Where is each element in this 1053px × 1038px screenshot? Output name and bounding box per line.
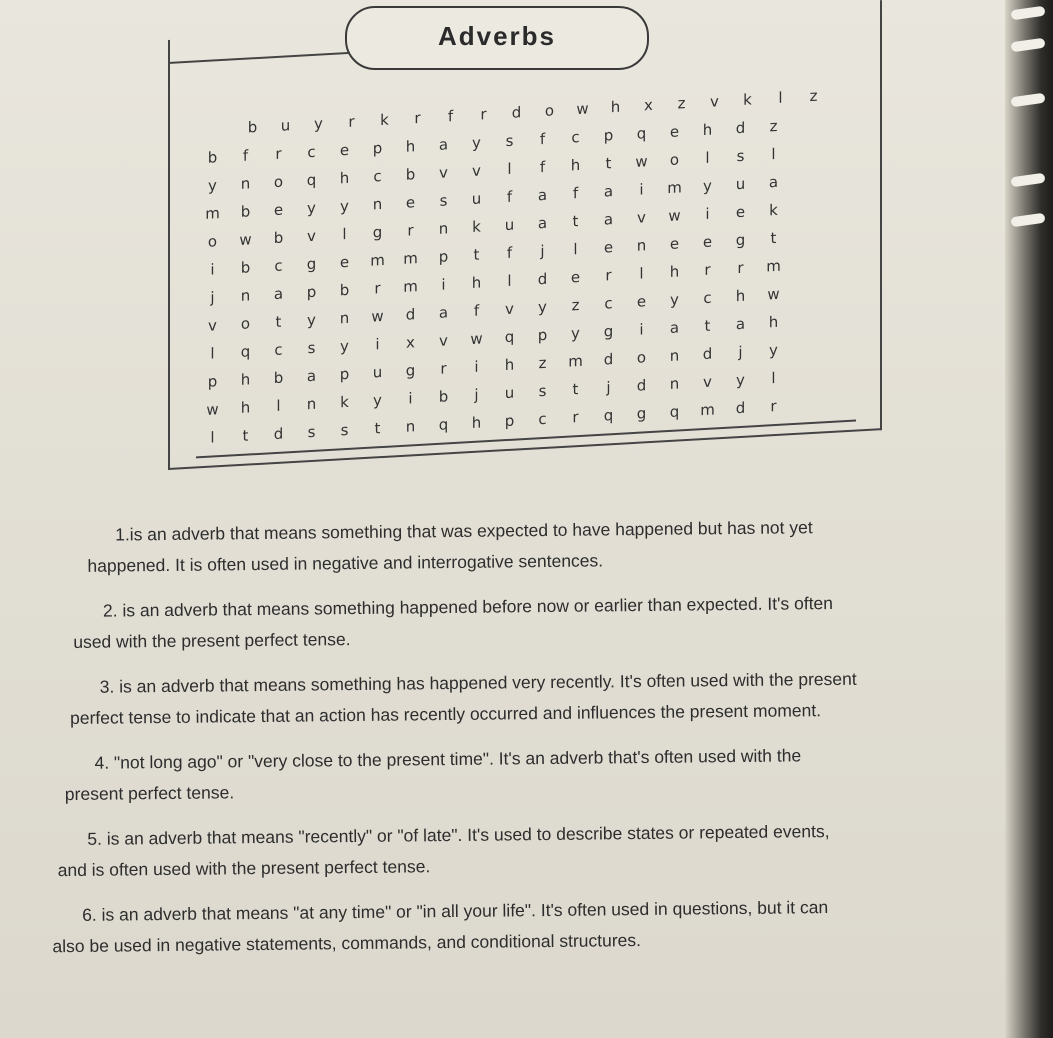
grid-letter[interactable]: n <box>438 219 449 238</box>
grid-letter[interactable]: n <box>240 286 251 305</box>
grid-letter[interactable]: v <box>505 299 514 319</box>
grid-letter[interactable]: a <box>603 210 614 229</box>
grid-letter[interactable]: i <box>474 357 479 376</box>
grid-letter[interactable]: y <box>769 340 778 360</box>
grid-letter[interactable]: b <box>247 118 258 137</box>
grid-letter[interactable]: v <box>208 316 217 335</box>
grid-letter[interactable]: i <box>705 204 710 223</box>
grid-letter[interactable]: r <box>374 279 381 298</box>
grid-letter[interactable]: n <box>372 195 383 214</box>
grid-letter[interactable]: r <box>414 108 421 128</box>
grid-letter[interactable]: l <box>771 145 776 164</box>
clue-item <box>64 739 953 810</box>
grid-letter[interactable]: d <box>537 269 548 289</box>
grid-letter[interactable]: h <box>702 120 713 140</box>
grid-letter[interactable]: t <box>605 154 612 173</box>
grid-letter[interactable]: h <box>240 370 251 389</box>
grid-letter[interactable]: y <box>307 198 316 218</box>
grid-letter[interactable]: l <box>507 271 512 291</box>
grid-letter[interactable]: b <box>240 202 251 221</box>
grid-letter[interactable]: u <box>504 215 515 235</box>
clue-line: 6. is an adverb that means "at any time" or "in all your life". It's often used in questions, but it can <box>82 897 829 925</box>
grid-letter[interactable]: n <box>669 346 680 365</box>
grid-letter[interactable]: w <box>239 230 252 250</box>
grid-letter[interactable]: h <box>570 155 581 175</box>
grid-letter[interactable]: v <box>637 208 646 227</box>
grid-letter[interactable]: r <box>737 258 744 278</box>
clue-line: used with the present perfect tense. <box>73 629 351 652</box>
grid-letter[interactable]: g <box>636 404 647 423</box>
grid-letter[interactable]: v <box>439 331 448 350</box>
clue-line: perfect tense to indicate that an action has recently occurred and influences the present moment. <box>69 700 822 729</box>
grid-letter[interactable]: y <box>472 133 481 153</box>
grid-letter[interactable]: y <box>538 297 547 317</box>
grid-letter[interactable]: e <box>570 267 581 287</box>
clue-line: 3. is an adverb that means something has happened very recently. It's often used with the present <box>99 668 857 697</box>
grid-letter[interactable]: m <box>766 256 781 276</box>
clue-line: 4. "not long ago" or "very close to the present time". It's an adverb that's often used with the <box>94 745 802 773</box>
clue-line: 1.is an adverb that means something that was expected to have happened but has not yet <box>115 517 813 545</box>
grid-letter[interactable]: a <box>768 172 779 192</box>
grid-letter[interactable]: m <box>403 277 418 296</box>
grid-letter[interactable]: d <box>735 118 746 138</box>
grid-letter[interactable]: r <box>704 260 711 280</box>
grid-letter[interactable]: y <box>340 336 349 356</box>
grid-letter[interactable]: y <box>314 114 323 133</box>
grid-letter[interactable]: k <box>472 217 481 236</box>
grid-letter[interactable]: m <box>667 178 682 198</box>
grid-letter[interactable]: w <box>371 306 384 326</box>
grid-letter[interactable]: r <box>275 144 282 163</box>
grid-letter[interactable]: p <box>537 325 548 345</box>
grid-letter[interactable]: t <box>374 419 381 438</box>
grid-letter[interactable]: e <box>339 252 350 272</box>
grid-letter[interactable]: s <box>505 131 514 151</box>
grid-letter[interactable]: a <box>603 182 614 201</box>
grid-letter[interactable]: f <box>447 107 454 126</box>
grid-letter[interactable]: a <box>438 303 449 322</box>
grid-letter[interactable]: p <box>207 372 218 391</box>
grid-letter[interactable]: q <box>504 327 515 347</box>
grid-letter[interactable]: h <box>768 312 779 332</box>
grid-letter[interactable]: k <box>380 110 389 130</box>
edge-mark <box>1010 173 1045 188</box>
grid-letter[interactable]: j <box>210 288 215 307</box>
grid-letter[interactable]: n <box>636 236 647 255</box>
grid-letter[interactable]: w <box>470 329 483 349</box>
grid-letter[interactable]: g <box>603 322 614 341</box>
grid-letter[interactable]: f <box>473 301 480 320</box>
grid-letter[interactable]: v <box>703 372 712 392</box>
clue-item <box>57 815 954 886</box>
grid-letter[interactable]: v <box>472 161 481 181</box>
frame-top-line <box>170 52 350 64</box>
grid-letter[interactable]: x <box>406 333 415 352</box>
grid-letter[interactable]: q <box>636 124 647 143</box>
grid-letter[interactable]: a <box>438 135 449 154</box>
grid-letter[interactable]: s <box>439 191 448 210</box>
grid-letter[interactable]: h <box>240 398 251 417</box>
word-search-frame <box>168 0 882 470</box>
word-search <box>196 80 856 459</box>
grid-letter[interactable]: j <box>606 378 611 397</box>
grid-letter[interactable]: r <box>605 266 612 285</box>
grid-letter[interactable]: l <box>778 88 783 107</box>
grid-letter[interactable]: e <box>669 234 680 253</box>
grid-letter[interactable]: f <box>539 129 546 149</box>
grid-letter[interactable]: m <box>568 351 583 371</box>
grid-letter[interactable]: a <box>273 284 284 304</box>
grid-letter[interactable]: d <box>273 424 284 444</box>
grid-letter[interactable]: j <box>540 241 545 261</box>
grid-letter[interactable]: h <box>504 355 515 375</box>
grid-letter[interactable]: u <box>504 383 515 403</box>
grid-letter[interactable]: o <box>273 172 284 192</box>
grid-letter[interactable]: f <box>572 184 579 203</box>
grid-letter[interactable]: z <box>571 295 580 315</box>
grid-letter[interactable]: g <box>735 230 746 250</box>
grid-letter[interactable]: h <box>669 262 680 281</box>
grid-letter[interactable]: c <box>373 167 382 186</box>
grid-letter[interactable]: l <box>507 159 512 179</box>
edge-mark <box>1010 38 1045 53</box>
grid-letter[interactable]: m <box>205 204 220 223</box>
grid-letter[interactable]: e <box>273 200 284 220</box>
clue-item <box>71 587 952 658</box>
grid-letter[interactable]: f <box>242 146 249 165</box>
grid-letter[interactable]: h <box>735 286 746 306</box>
grid-letter[interactable]: b <box>207 148 218 167</box>
grid-letter[interactable]: j <box>738 342 743 362</box>
grid-letter[interactable]: s <box>307 338 316 358</box>
grid-letter[interactable]: s <box>736 146 745 166</box>
clue-item <box>52 891 955 962</box>
grid-letter[interactable]: t <box>572 380 579 399</box>
grid-letter[interactable]: r <box>440 359 447 378</box>
grid-letter[interactable]: a <box>735 314 746 334</box>
grid-letter[interactable]: h <box>610 97 621 117</box>
grid-letter[interactable]: o <box>207 232 218 251</box>
grid-letter[interactable]: i <box>639 180 644 199</box>
grid-letter[interactable]: u <box>471 189 482 209</box>
grid-letter[interactable]: b <box>240 258 251 277</box>
grid-letter[interactable]: t <box>473 245 480 264</box>
grid-letter[interactable]: y <box>703 176 712 196</box>
grid-letter[interactable]: l <box>210 428 215 447</box>
grid-letter[interactable]: b <box>339 280 350 300</box>
grid-letter[interactable]: n <box>339 308 350 328</box>
grid-letter[interactable]: m <box>403 249 418 268</box>
grid-letter[interactable]: b <box>405 165 416 184</box>
grid-letter[interactable]: n <box>405 417 416 436</box>
grid-letter[interactable]: y <box>307 310 316 330</box>
grid-letter[interactable]: a <box>537 185 548 205</box>
clue-item <box>70 511 951 582</box>
grid-letter[interactable]: u <box>735 174 746 194</box>
clue-list <box>52 511 955 976</box>
grid-letter[interactable]: g <box>306 254 317 274</box>
grid-letter[interactable]: z <box>769 116 778 136</box>
grid-letter[interactable]: r <box>480 105 487 124</box>
grid-letter[interactable]: e <box>636 292 647 311</box>
grid-letter[interactable]: i <box>408 389 413 408</box>
grid-letter[interactable]: s <box>307 422 316 442</box>
clue-line: 5. is an adverb that means "recently" or "of late". It's used to describe states or repeated events, <box>87 821 830 849</box>
grid-letter[interactable]: n <box>306 394 317 414</box>
grid-letter[interactable]: l <box>573 240 578 259</box>
grid-letter[interactable]: v <box>307 226 316 246</box>
grid-letter[interactable]: l <box>771 369 776 388</box>
grid-letter[interactable]: p <box>372 139 383 158</box>
grid-letter[interactable]: d <box>702 344 713 364</box>
page-edge <box>1005 0 1053 1038</box>
grid-letter[interactable]: y <box>373 391 382 410</box>
grid-letter[interactable]: l <box>639 264 644 283</box>
clue-line: 2. is an adverb that means something happened before now or earlier than expected. It's often <box>102 593 834 621</box>
grid-letter[interactable]: w <box>576 99 589 119</box>
grid-letter[interactable]: e <box>339 140 350 160</box>
grid-letter[interactable]: c <box>307 142 316 162</box>
grid-letter[interactable]: e <box>702 232 713 252</box>
grid-letter[interactable]: y <box>208 176 217 195</box>
grid-letter[interactable]: y <box>670 290 679 309</box>
grid-letter[interactable]: g <box>405 361 416 380</box>
grid-letter[interactable]: u <box>280 116 291 135</box>
grid-letter[interactable]: j <box>474 385 479 404</box>
grid-letter[interactable]: f <box>506 243 513 263</box>
grid-letter[interactable]: q <box>669 402 680 421</box>
grid-letter[interactable]: p <box>603 126 614 145</box>
grid-letter[interactable]: q <box>306 170 317 190</box>
grid-letter[interactable]: r <box>407 221 414 240</box>
grid-letter[interactable]: i <box>375 335 380 354</box>
clue-line: present perfect tense. <box>64 782 235 805</box>
grid-letter[interactable]: y <box>571 323 580 343</box>
grid-letter[interactable]: p <box>339 364 350 384</box>
grid-letter[interactable]: n <box>669 374 680 393</box>
grid-letter[interactable]: w <box>206 400 219 419</box>
grid-letter[interactable]: o <box>544 101 555 120</box>
grid-letter[interactable]: b <box>273 228 284 248</box>
grid-letter[interactable]: k <box>743 90 752 109</box>
grid-letter[interactable]: z <box>677 94 686 113</box>
grid-letter[interactable]: v <box>710 92 719 111</box>
grid-letter[interactable]: r <box>572 408 579 427</box>
grid-letter[interactable]: c <box>571 127 580 147</box>
grid-letter[interactable]: t <box>572 212 579 231</box>
grid-letter[interactable]: s <box>340 420 349 440</box>
grid-letter[interactable]: l <box>276 396 281 415</box>
grid-letter[interactable]: h <box>471 413 482 433</box>
grid-letter[interactable]: x <box>644 95 653 115</box>
grid-letter[interactable]: u <box>372 363 383 382</box>
grid-letter[interactable]: t <box>275 312 282 331</box>
grid-letter[interactable]: m <box>370 250 385 270</box>
grid-letter[interactable]: i <box>639 320 644 339</box>
grid-letter[interactable]: w <box>635 152 648 171</box>
grid-letter[interactable]: d <box>603 350 614 369</box>
grid-letter[interactable]: t <box>242 426 249 445</box>
grid-letter[interactable]: d <box>735 398 746 418</box>
grid-letter[interactable]: w <box>668 206 681 226</box>
edge-mark <box>1010 93 1045 108</box>
grid-letter[interactable]: c <box>274 340 283 360</box>
grid-letter[interactable]: t <box>770 228 777 248</box>
grid-letter[interactable]: p <box>504 411 515 431</box>
grid-letter[interactable]: p <box>438 247 449 266</box>
grid-letter[interactable]: l <box>705 148 710 167</box>
grid-letter[interactable]: l <box>342 225 347 244</box>
grid-letter[interactable]: d <box>405 305 416 324</box>
grid-letter[interactable]: r <box>770 396 777 416</box>
grid-letter[interactable]: a <box>537 213 548 233</box>
grid-letter[interactable]: i <box>441 275 446 294</box>
grid-letter[interactable]: c <box>703 288 712 308</box>
grid-letter[interactable]: a <box>669 318 680 337</box>
grid-letter[interactable]: v <box>439 163 448 182</box>
letter-grid <box>196 81 830 452</box>
grid-letter[interactable]: e <box>603 238 614 257</box>
grid-letter[interactable]: s <box>538 381 547 401</box>
grid-letter[interactable]: e <box>405 193 416 212</box>
grid-letter[interactable]: l <box>210 344 215 363</box>
grid-letter[interactable]: a <box>306 366 317 386</box>
grid-letter[interactable]: c <box>538 409 547 429</box>
grid-letter[interactable]: r <box>348 112 355 131</box>
grid-letter[interactable]: h <box>471 273 482 293</box>
grid-letter[interactable]: k <box>769 200 778 220</box>
grid-letter[interactable]: b <box>438 387 449 406</box>
grid-letter[interactable]: e <box>735 202 746 222</box>
grid-letter[interactable]: d <box>511 103 522 122</box>
grid-letter[interactable]: f <box>539 157 546 177</box>
clue-line: and is often used with the present perfect tense. <box>57 856 431 881</box>
grid-letter[interactable]: f <box>506 187 513 207</box>
grid-letter[interactable]: z <box>538 353 547 373</box>
grid-letter[interactable]: o <box>636 348 647 367</box>
grid-letter[interactable]: e <box>669 122 680 141</box>
grid-letter[interactable]: n <box>240 174 251 193</box>
grid-letter[interactable]: c <box>274 256 283 276</box>
grid-letter[interactable]: k <box>340 392 349 412</box>
grid-letter[interactable]: h <box>339 168 350 188</box>
grid-letter[interactable]: c <box>604 294 613 313</box>
grid-letter[interactable]: y <box>736 370 745 390</box>
page-title: Adverbs <box>437 20 557 51</box>
grid-letter[interactable]: d <box>636 376 647 395</box>
grid-letter[interactable]: i <box>210 260 215 279</box>
clue-line: happened. It is often used in negative and interrogative sentences. <box>87 550 604 576</box>
grid-letter[interactable]: m <box>700 400 715 420</box>
grid-letter[interactable]: t <box>704 316 711 336</box>
clue-line: also be used in negative statements, commands, and conditional structures. <box>52 930 642 957</box>
grid-letter[interactable]: w <box>767 284 780 304</box>
edge-mark <box>1010 6 1045 21</box>
grid-letter[interactable]: g <box>372 223 383 242</box>
grid-letter[interactable]: z <box>809 86 818 106</box>
grid-letter[interactable]: q <box>240 342 251 361</box>
edge-mark <box>1010 213 1045 228</box>
grid-letter[interactable]: h <box>405 137 416 156</box>
grid-letter[interactable]: o <box>240 314 251 333</box>
grid-letter[interactable]: q <box>603 406 614 425</box>
grid-letter[interactable]: p <box>306 282 317 302</box>
grid-letter[interactable]: b <box>273 368 284 388</box>
clue-item <box>69 663 953 734</box>
grid-letter[interactable]: y <box>340 196 349 216</box>
grid-letter[interactable]: o <box>669 150 680 169</box>
grid-letter[interactable]: q <box>438 415 449 434</box>
